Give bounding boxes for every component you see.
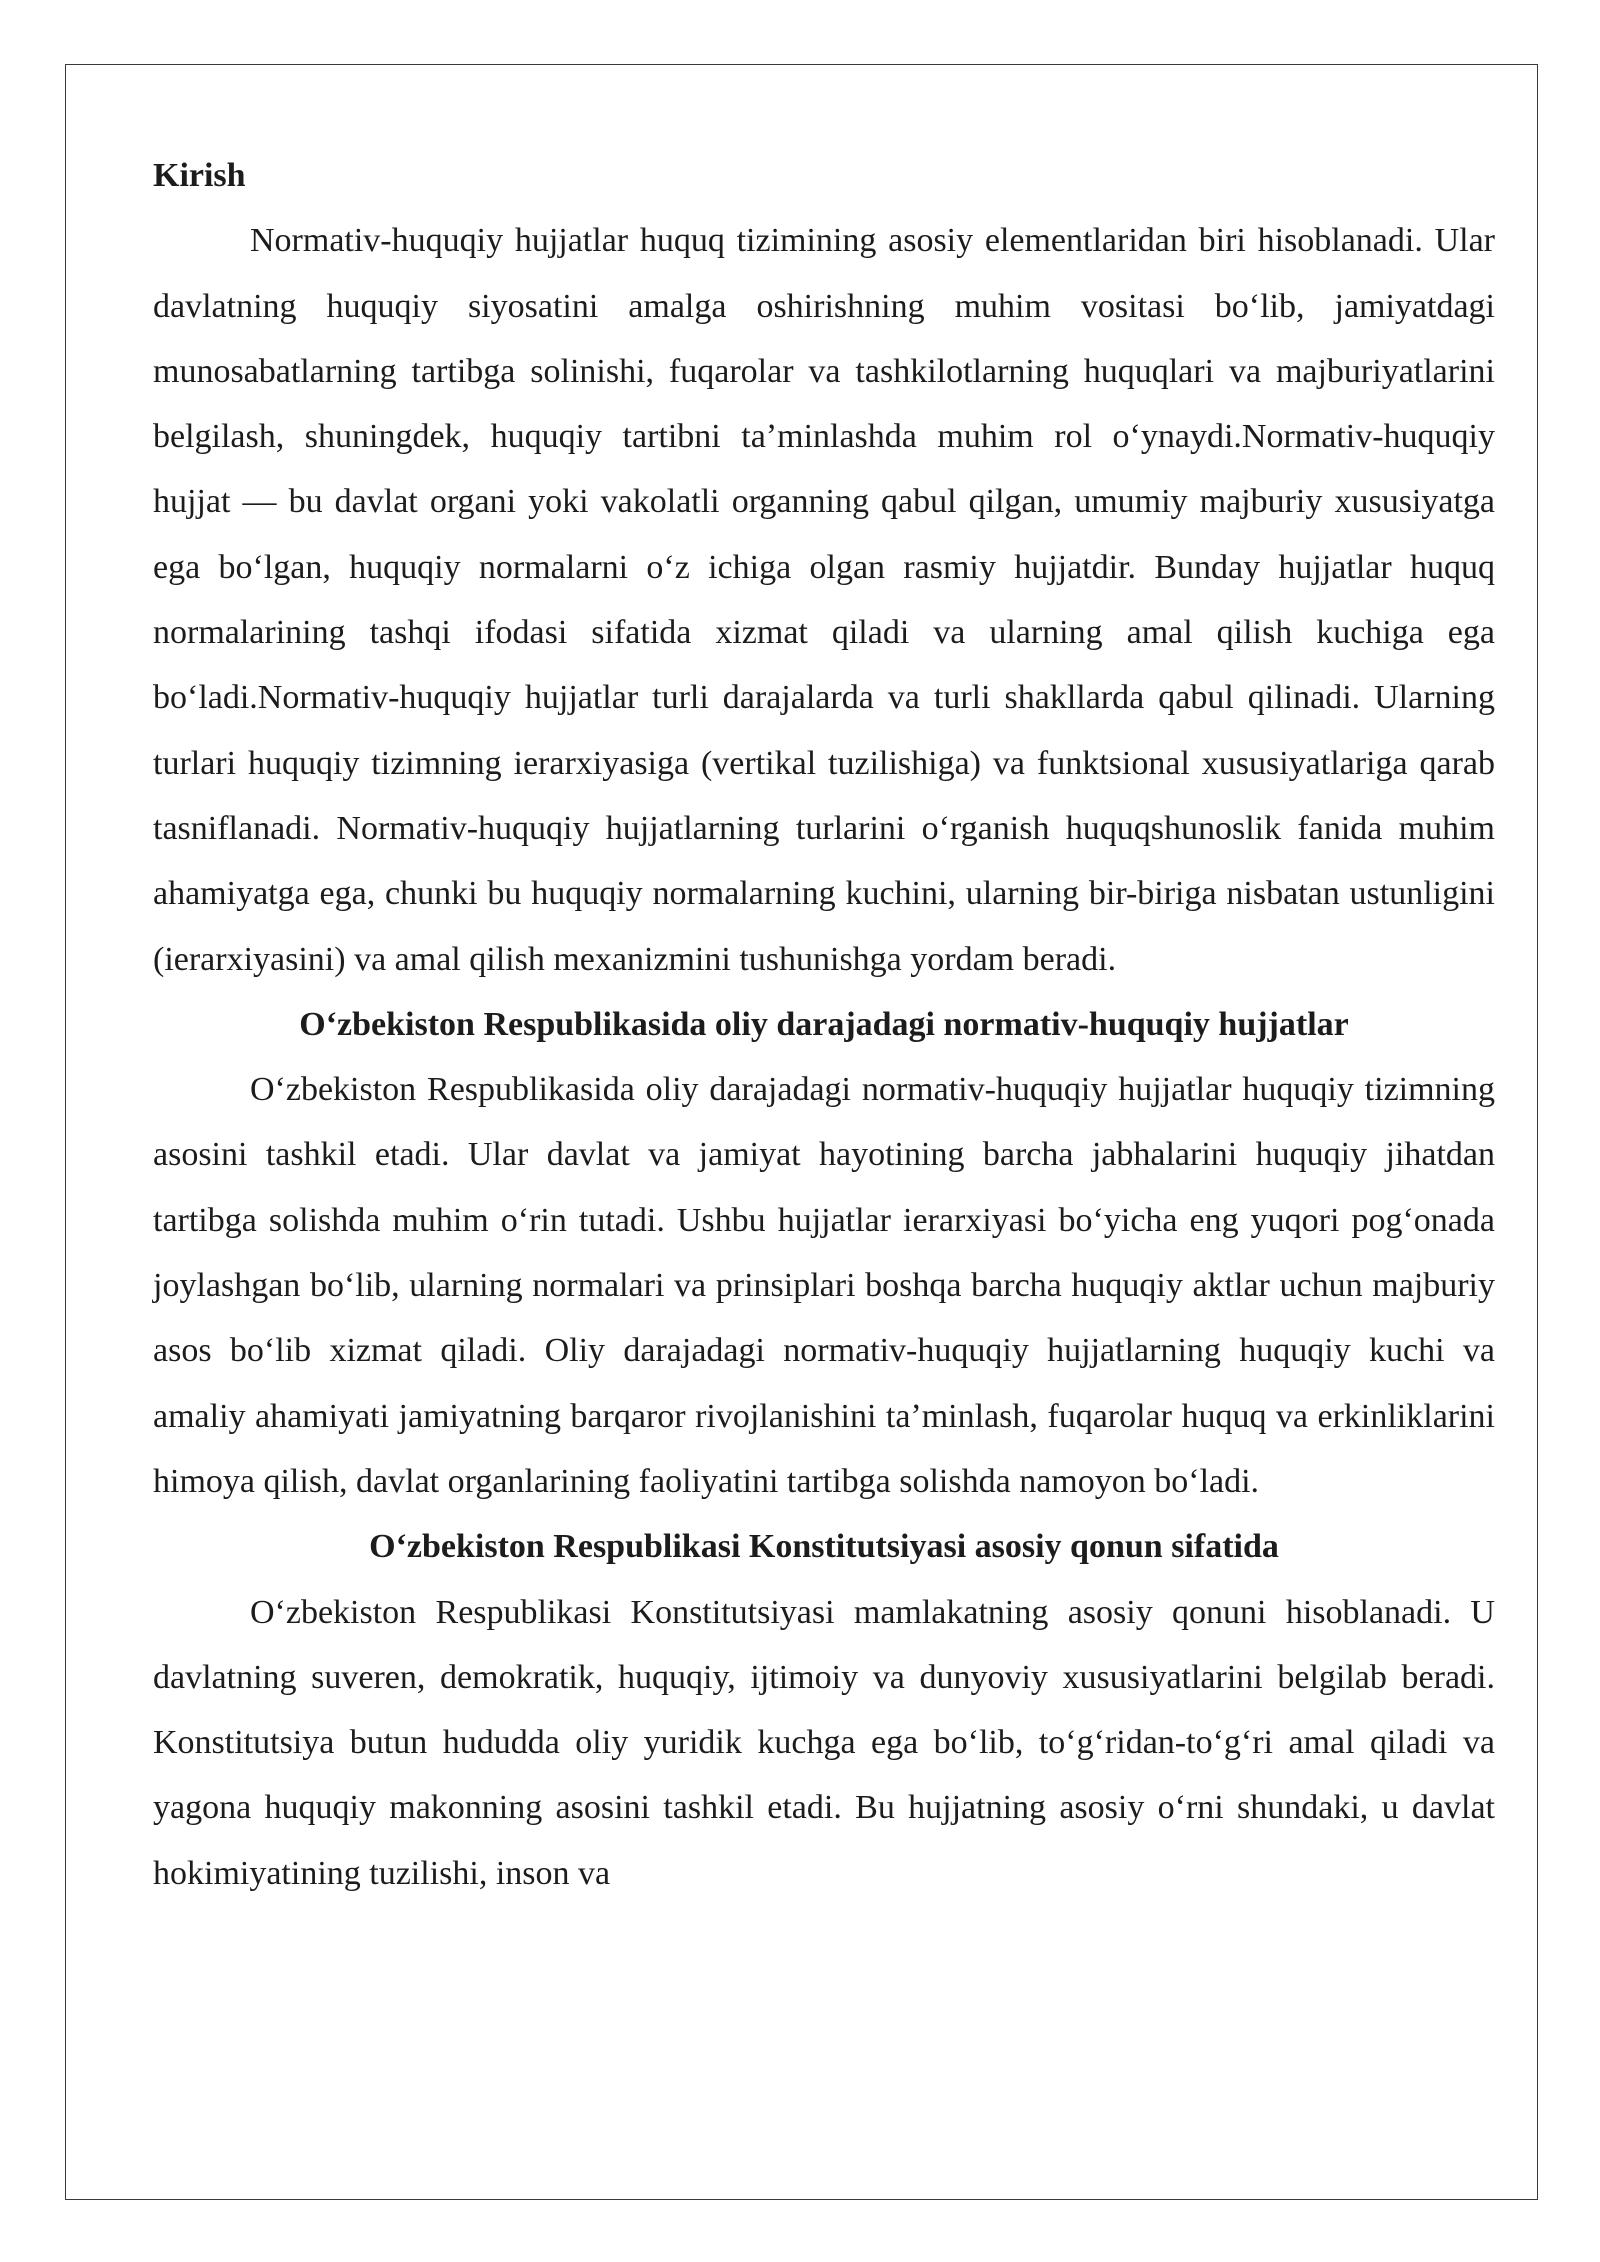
section-heading-oliy-darajadagi: Oʻzbekiston Respublikasida oliy darajadagi normativ-huquqiy hujjatlar [299, 1005, 1349, 1043]
section-paragraph-kirish: Normativ-huquqiy hujjatlar huquq tizimining asosiy elementlaridan biri hisoblanadi. Ular davlatning huquqiy siyosatini amalga oshirishning muhim vositasi boʻlib, jamiyatdagi munosabatlarning tartibga solinishi, fuqarolar va tashkilotlarning huquqlari va majburiyatlarini belgilash, shuningdek, huquqiy tartibni taʼminlashda muhim rol oʻynaydi.Normativ-huquqiy hujjat — bu davlat organi yoki vakolatli organning qabul qilgan, umumiy majburiy xususiyatga ega boʻlgan, huquqiy normalarni oʻz ichiga olgan rasmiy hujjatdir. Bunday hujjatlar huquq normalarining tashqi ifodasi sifatida xizmat qiladi va ularning amal qilish kuchiga ega boʻladi.Normativ-huquqiy hujjatlar turli darajalarda va turli shakllarda qabul qilinadi. Ularning turlari huquqiy tizimning ierarxiyasiga (vertikal tuzilishiga) va funktsional xususiyatlariga qarab tasniflanadi. Normativ-huquqiy hujjatlarning turlarini oʻrganish huquqshunoslik fanida muhim ahamiyatga ega, chunki bu huquqiy normalarning kuchini, ularning bir-biriga nisbatan ustunligini (ierarxiyasini) va amal qilish mexanizmini tushunishga yordam beradi. [153, 222, 1495, 978]
section-paragraph-oliy-darajadagi: Oʻzbekiston Respublikasida oliy darajadagi normativ-huquqiy hujjatlar huquqiy tizimning asosini tashkil etadi. Ular davlat va jamiyat hayotining barcha jabhalarini huquqiy jihatdan tartibga solishda muhim oʻrin tutadi. Ushbu hujjatlar ierarxiyasi boʻyicha eng yuqori pogʻonada joylashgan boʻlib, ularning normalari va prinsiplari boshqa barcha huquqiy aktlar uchun majburiy asos boʻlib xizmat qiladi. Oliy darajadagi normativ-huquqiy hujjatlarning huquqiy kuchi va amaliy ahamiyati jamiyatning barqaror rivojlanishini taʼminlash, fuqarolar huquq va erkinliklarini himoya qilish, davlat organlarining faoliyatini tartibga solishda namoyon boʻladi. [153, 1071, 1495, 1500]
section-heading-konstitutsiya: Oʻzbekiston Respublikasi Konstitutsiyasi asosiy qonun sifatida [369, 1528, 1279, 1566]
section-paragraph-konstitutsiya: Oʻzbekiston Respublikasi Konstitutsiyasi mamlakatning asosiy qonuni hisoblanadi. U davlatning suveren, demokratik, huquqiy, ijtimoiy va dunyoviy xususiyatlarini belgilab beradi. Konstitutsiya butun hududda oliy yuridik kuchga ega boʻlib, toʻgʻridan-toʻgʻri amal qiladi va yagona huquqiy makonning asosini tashkil etadi. Bu hujjatning asosiy oʻrni shundaki, u davlat hokimiyatining tuzilishi, inson va [153, 1593, 1495, 1892]
document-body [153, 143, 1495, 1906]
section-heading-kirish: Kirish [153, 157, 246, 194]
